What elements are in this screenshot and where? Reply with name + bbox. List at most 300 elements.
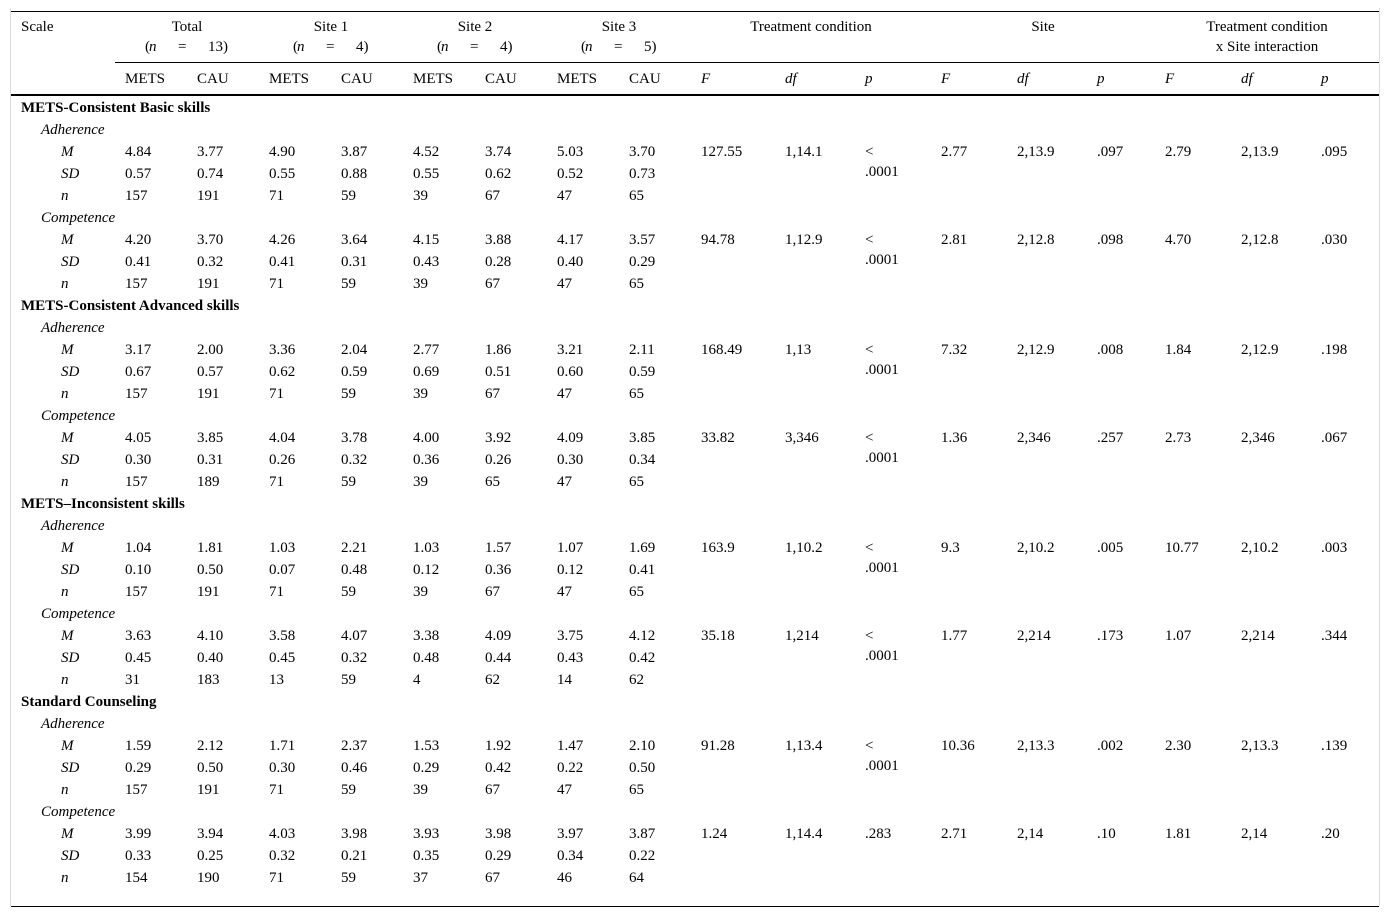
cell-value: 71 <box>269 782 284 798</box>
subheader-p: p <box>865 71 873 87</box>
site-f: 2.81 <box>941 232 968 248</box>
cell-value: 59 <box>341 782 356 798</box>
cell-value: 59 <box>341 386 356 402</box>
stat-label: M <box>61 826 74 842</box>
cell-value: 3.88 <box>485 232 512 248</box>
stat-label: SD <box>61 364 80 380</box>
site-p: .008 <box>1097 342 1124 358</box>
cell-value: 65 <box>629 584 644 600</box>
cell-value: 1.69 <box>629 540 656 556</box>
stat-label: M <box>61 232 74 248</box>
cell-value: 1.57 <box>485 540 512 556</box>
cell-value: 3.94 <box>197 826 224 842</box>
cell-value: 4.07 <box>341 628 368 644</box>
cell-value: 0.12 <box>557 562 584 578</box>
site-df: 2,12.9 <box>1017 342 1055 358</box>
column-group-title: Site 1 <box>313 19 349 35</box>
table-rule <box>11 906 1379 907</box>
cell-value: 4.12 <box>629 628 656 644</box>
stat-label: M <box>61 738 74 754</box>
cell-value: 65 <box>629 782 644 798</box>
interaction-f: 1.81 <box>1165 826 1192 842</box>
stat-label: n <box>61 276 69 292</box>
cell-value: 59 <box>341 870 356 886</box>
treatment-f: 168.49 <box>701 342 743 358</box>
group-n-value: 4) <box>356 39 369 55</box>
cell-value: 2.10 <box>629 738 656 754</box>
cell-value: 67 <box>485 188 500 204</box>
cell-value: 0.42 <box>485 760 512 776</box>
cell-value: 67 <box>485 386 500 402</box>
cell-value: 0.33 <box>125 848 152 864</box>
cell-value: 37 <box>413 870 428 886</box>
site-p: .097 <box>1097 144 1124 160</box>
site-p: .098 <box>1097 232 1124 248</box>
group-n-value: 13) <box>208 39 228 55</box>
group-n-paren: ( <box>145 39 150 55</box>
cell-value: 0.41 <box>269 254 296 270</box>
stat-label: n <box>61 584 69 600</box>
interaction-df: 2,214 <box>1241 628 1275 644</box>
cell-value: 0.25 <box>197 848 224 864</box>
cell-value: 157 <box>125 386 148 402</box>
cell-value: 1.71 <box>269 738 296 754</box>
interaction-p: .20 <box>1321 826 1340 842</box>
treatment-df: 1,13.4 <box>785 738 823 754</box>
cell-value: 65 <box>485 474 500 490</box>
cell-value: 0.29 <box>413 760 440 776</box>
interaction-f: 4.70 <box>1165 232 1192 248</box>
cell-value: 189 <box>197 474 220 490</box>
cell-value: 4.17 <box>557 232 584 248</box>
cell-value: 0.26 <box>485 452 512 468</box>
cell-value: 3.57 <box>629 232 656 248</box>
cell-value: 3.58 <box>269 628 296 644</box>
cell-value: 4.09 <box>557 430 584 446</box>
cell-value: 0.34 <box>557 848 584 864</box>
cell-value: 39 <box>413 782 428 798</box>
cell-value: 3.70 <box>197 232 224 248</box>
cell-value: 0.29 <box>125 760 152 776</box>
interaction-f: 1.07 <box>1165 628 1192 644</box>
treatment-p-value: .0001 <box>865 560 899 576</box>
treatment-p: < <box>865 628 874 644</box>
cell-value: 0.50 <box>197 562 224 578</box>
cell-value: 3.93 <box>413 826 440 842</box>
group-n-value: 5) <box>644 39 657 55</box>
cell-value: 0.55 <box>413 166 440 182</box>
cell-value: 3.85 <box>197 430 224 446</box>
cell-value: 0.31 <box>197 452 224 468</box>
stat-label: SD <box>61 452 80 468</box>
cell-value: 157 <box>125 474 148 490</box>
section-title: Standard Counseling <box>21 694 157 710</box>
cell-value: 71 <box>269 584 284 600</box>
cell-value: 3.17 <box>125 342 152 358</box>
site-df: 2,13.9 <box>1017 144 1055 160</box>
stat-label: n <box>61 672 69 688</box>
cell-value: 47 <box>557 782 572 798</box>
cell-value: 0.07 <box>269 562 296 578</box>
interaction-p: .095 <box>1321 144 1348 160</box>
cell-value: 191 <box>197 584 220 600</box>
cell-value: 67 <box>485 870 500 886</box>
subheader-p: p <box>1321 71 1329 87</box>
cell-value: 0.32 <box>341 452 368 468</box>
treatment-p: < <box>865 540 874 556</box>
cell-value: 0.21 <box>341 848 368 864</box>
site-f: 7.32 <box>941 342 968 358</box>
cell-value: 3.98 <box>341 826 368 842</box>
cell-value: 71 <box>269 870 284 886</box>
block-label: Adherence <box>41 518 105 534</box>
site-p: .002 <box>1097 738 1124 754</box>
cell-value: 2.00 <box>197 342 224 358</box>
cell-value: 191 <box>197 782 220 798</box>
cell-value: 0.31 <box>341 254 368 270</box>
block-label: Competence <box>41 210 116 226</box>
cell-value: 4.04 <box>269 430 296 446</box>
cell-value: 4.90 <box>269 144 296 160</box>
column-header-scale: Scale <box>21 19 54 35</box>
cell-value: 0.32 <box>269 848 296 864</box>
cell-value: 0.46 <box>341 760 368 776</box>
cell-value: 39 <box>413 474 428 490</box>
cell-value: 64 <box>629 870 644 886</box>
cell-value: 1.03 <box>269 540 296 556</box>
stat-label: M <box>61 430 74 446</box>
site-p: .10 <box>1097 826 1116 842</box>
treatment-f: 1.24 <box>701 826 728 842</box>
cell-value: 4.84 <box>125 144 152 160</box>
cell-value: 47 <box>557 276 572 292</box>
cell-value: 47 <box>557 386 572 402</box>
cell-value: 0.44 <box>485 650 512 666</box>
stat-label: n <box>61 782 69 798</box>
cell-value: 0.32 <box>341 650 368 666</box>
interaction-f: 2.73 <box>1165 430 1192 446</box>
cell-value: 71 <box>269 276 284 292</box>
cell-value: 0.51 <box>485 364 512 380</box>
treatment-p: < <box>865 430 874 446</box>
cell-value: 0.34 <box>629 452 656 468</box>
cell-value: 1.03 <box>413 540 440 556</box>
cell-value: 3.36 <box>269 342 296 358</box>
stat-label: M <box>61 342 74 358</box>
group-n-label: n <box>585 39 593 55</box>
cell-value: 31 <box>125 672 140 688</box>
cell-value: 65 <box>629 276 644 292</box>
cell-value: 0.57 <box>197 364 224 380</box>
cell-value: 71 <box>269 188 284 204</box>
treatment-df: 1,13 <box>785 342 812 358</box>
cell-value: 4.26 <box>269 232 296 248</box>
group-n-paren: ( <box>437 39 442 55</box>
cell-value: 0.69 <box>413 364 440 380</box>
site-df: 2,13.3 <box>1017 738 1055 754</box>
cell-value: 3.64 <box>341 232 368 248</box>
treatment-p: < <box>865 232 874 248</box>
cell-value: 0.62 <box>269 364 296 380</box>
cell-value: 2.37 <box>341 738 368 754</box>
cell-value: 0.36 <box>413 452 440 468</box>
cell-value: 4.09 <box>485 628 512 644</box>
cell-value: 0.41 <box>629 562 656 578</box>
cell-value: 0.30 <box>269 760 296 776</box>
subheader-cau: CAU <box>197 71 229 87</box>
interaction-p: .067 <box>1321 430 1348 446</box>
interaction-f: 1.84 <box>1165 342 1192 358</box>
subheader-mets: METS <box>557 71 598 87</box>
cell-value: 3.97 <box>557 826 584 842</box>
cell-value: 0.36 <box>485 562 512 578</box>
cell-value: 65 <box>629 188 644 204</box>
treatment-df: 1,214 <box>785 628 819 644</box>
subheader-f: F <box>941 71 951 87</box>
block-label: Competence <box>41 804 116 820</box>
cell-value: 3.87 <box>341 144 368 160</box>
cell-value: 67 <box>485 782 500 798</box>
subheader-cau: CAU <box>485 71 517 87</box>
cell-value: 13 <box>269 672 284 688</box>
group-n-label: n <box>149 39 157 55</box>
cell-value: 191 <box>197 188 220 204</box>
cell-value: 4.15 <box>413 232 440 248</box>
stat-label: M <box>61 628 74 644</box>
cell-value: 0.45 <box>269 650 296 666</box>
cell-value: 2.12 <box>197 738 224 754</box>
interaction-df: 2,12.8 <box>1241 232 1279 248</box>
cell-value: 183 <box>197 672 220 688</box>
site-f: 2.77 <box>941 144 968 160</box>
cell-value: 0.40 <box>197 650 224 666</box>
cell-value: 0.41 <box>125 254 152 270</box>
site-f: 10.36 <box>941 738 975 754</box>
subheader-df: df <box>1241 71 1253 87</box>
cell-value: 0.50 <box>197 760 224 776</box>
cell-value: 0.40 <box>557 254 584 270</box>
effect-header-site: Site <box>1031 19 1055 35</box>
cell-value: 2.21 <box>341 540 368 556</box>
cell-value: 47 <box>557 474 572 490</box>
section-title: METS–Inconsistent skills <box>21 496 185 512</box>
block-label: Adherence <box>41 320 105 336</box>
subheader-df: df <box>785 71 797 87</box>
cell-value: 4.52 <box>413 144 440 160</box>
site-p: .257 <box>1097 430 1124 446</box>
cell-value: 5.03 <box>557 144 584 160</box>
cell-value: 1.07 <box>557 540 584 556</box>
section-title: METS-Consistent Basic skills <box>21 100 211 116</box>
subheader-mets: METS <box>413 71 454 87</box>
site-df: 2,10.2 <box>1017 540 1055 556</box>
cell-value: 3.98 <box>485 826 512 842</box>
treatment-p-value: .0001 <box>865 648 899 664</box>
treatment-f: 94.78 <box>701 232 735 248</box>
cell-value: 59 <box>341 672 356 688</box>
group-n-equals: = <box>614 39 623 55</box>
cell-value: 0.22 <box>557 760 584 776</box>
cell-value: 0.35 <box>413 848 440 864</box>
effect-header-treatment: Treatment condition <box>750 19 872 35</box>
cell-value: 0.12 <box>413 562 440 578</box>
cell-value: 39 <box>413 188 428 204</box>
cell-value: 157 <box>125 188 148 204</box>
subheader-cau: CAU <box>629 71 661 87</box>
cell-value: 1.81 <box>197 540 224 556</box>
cell-value: 3.78 <box>341 430 368 446</box>
stat-label: n <box>61 870 69 886</box>
cell-value: 0.30 <box>125 452 152 468</box>
cell-value: 191 <box>197 276 220 292</box>
header-subrule <box>115 62 1379 63</box>
subheader-df: df <box>1017 71 1029 87</box>
cell-value: 0.52 <box>557 166 584 182</box>
site-p: .005 <box>1097 540 1124 556</box>
site-p: .173 <box>1097 628 1124 644</box>
cell-value: 0.43 <box>557 650 584 666</box>
interaction-f: 2.79 <box>1165 144 1192 160</box>
cell-value: 0.10 <box>125 562 152 578</box>
cell-value: 62 <box>629 672 644 688</box>
treatment-f: 127.55 <box>701 144 743 160</box>
cell-value: 0.59 <box>629 364 656 380</box>
group-n-equals: = <box>326 39 335 55</box>
cell-value: 0.74 <box>197 166 224 182</box>
stat-label: M <box>61 144 74 160</box>
cell-value: 47 <box>557 188 572 204</box>
cell-value: 39 <box>413 584 428 600</box>
group-n-equals: = <box>470 39 479 55</box>
cell-value: 0.62 <box>485 166 512 182</box>
treatment-df: 3,346 <box>785 430 819 446</box>
cell-value: 0.60 <box>557 364 584 380</box>
subheader-mets: METS <box>125 71 166 87</box>
cell-value: 157 <box>125 782 148 798</box>
cell-value: 4.05 <box>125 430 152 446</box>
cell-value: 67 <box>485 276 500 292</box>
cell-value: 0.48 <box>413 650 440 666</box>
cell-value: 4.00 <box>413 430 440 446</box>
cell-value: 0.57 <box>125 166 152 182</box>
column-group-title: Site 3 <box>601 19 637 35</box>
cell-value: 154 <box>125 870 148 886</box>
subheader-mets: METS <box>269 71 310 87</box>
subheader-f: F <box>701 71 711 87</box>
treatment-df: 1,12.9 <box>785 232 823 248</box>
cell-value: 3.38 <box>413 628 440 644</box>
cell-value: 3.87 <box>629 826 656 842</box>
cell-value: 67 <box>485 584 500 600</box>
group-n-label: n <box>297 39 305 55</box>
site-f: 2.71 <box>941 826 968 842</box>
cell-value: 39 <box>413 386 428 402</box>
cell-value: 59 <box>341 584 356 600</box>
interaction-df: 2,14 <box>1241 826 1268 842</box>
subheader-f: F <box>1165 71 1175 87</box>
cell-value: 0.29 <box>629 254 656 270</box>
cell-value: 190 <box>197 870 220 886</box>
stat-label: n <box>61 386 69 402</box>
cell-value: 0.43 <box>413 254 440 270</box>
cell-value: 47 <box>557 584 572 600</box>
interaction-f: 10.77 <box>1165 540 1199 556</box>
cell-value: 0.26 <box>269 452 296 468</box>
interaction-p: .139 <box>1321 738 1348 754</box>
stat-label: M <box>61 540 74 556</box>
effect-header-interaction: Treatment condition <box>1206 19 1328 35</box>
cell-value: 0.28 <box>485 254 512 270</box>
cell-value: 46 <box>557 870 572 886</box>
cell-value: 2.11 <box>629 342 655 358</box>
column-group-title: Site 2 <box>457 19 493 35</box>
cell-value: 2.04 <box>341 342 368 358</box>
cell-value: 71 <box>269 474 284 490</box>
treatment-p: < <box>865 144 874 160</box>
cell-value: 1.04 <box>125 540 152 556</box>
cell-value: 3.99 <box>125 826 152 842</box>
cell-value: 1.59 <box>125 738 152 754</box>
cell-value: 3.77 <box>197 144 224 160</box>
cell-value: 39 <box>413 276 428 292</box>
site-f: 1.77 <box>941 628 968 644</box>
cell-value: 3.85 <box>629 430 656 446</box>
cell-value: 0.48 <box>341 562 368 578</box>
treatment-p: .283 <box>865 826 892 842</box>
cell-value: 0.45 <box>125 650 152 666</box>
cell-value: 0.50 <box>629 760 656 776</box>
effect-header-interaction-line2: x Site interaction <box>1215 39 1319 55</box>
cell-value: 1.86 <box>485 342 512 358</box>
site-df: 2,214 <box>1017 628 1051 644</box>
cell-value: 0.30 <box>557 452 584 468</box>
site-f: 1.36 <box>941 430 968 446</box>
cell-value: 14 <box>557 672 572 688</box>
interaction-p: .003 <box>1321 540 1348 556</box>
treatment-f: 163.9 <box>701 540 735 556</box>
treatment-df: 1,14.4 <box>785 826 823 842</box>
cell-value: 1.92 <box>485 738 512 754</box>
cell-value: 0.22 <box>629 848 656 864</box>
cell-value: 59 <box>341 188 356 204</box>
treatment-p-value: .0001 <box>865 758 899 774</box>
interaction-df: 2,13.3 <box>1241 738 1279 754</box>
stat-label: n <box>61 474 69 490</box>
cell-value: 0.42 <box>629 650 656 666</box>
interaction-df: 2,346 <box>1241 430 1275 446</box>
treatment-p-value: .0001 <box>865 450 899 466</box>
table-rule <box>11 94 1379 96</box>
cell-value: 71 <box>269 386 284 402</box>
treatment-p-value: .0001 <box>865 362 899 378</box>
cell-value: 0.67 <box>125 364 152 380</box>
site-df: 2,12.8 <box>1017 232 1055 248</box>
interaction-f: 2.30 <box>1165 738 1192 754</box>
site-df: 2,346 <box>1017 430 1051 446</box>
interaction-df: 2,13.9 <box>1241 144 1279 160</box>
cell-value: 4.10 <box>197 628 224 644</box>
cell-value: 3.70 <box>629 144 656 160</box>
treatment-f: 91.28 <box>701 738 735 754</box>
cell-value: 0.88 <box>341 166 368 182</box>
block-label: Adherence <box>41 716 105 732</box>
cell-value: 3.21 <box>557 342 584 358</box>
section-title: METS-Consistent Advanced skills <box>21 298 240 314</box>
cell-value: 4.03 <box>269 826 296 842</box>
stat-label: SD <box>61 166 80 182</box>
treatment-df: 1,10.2 <box>785 540 823 556</box>
treatment-p: < <box>865 342 874 358</box>
